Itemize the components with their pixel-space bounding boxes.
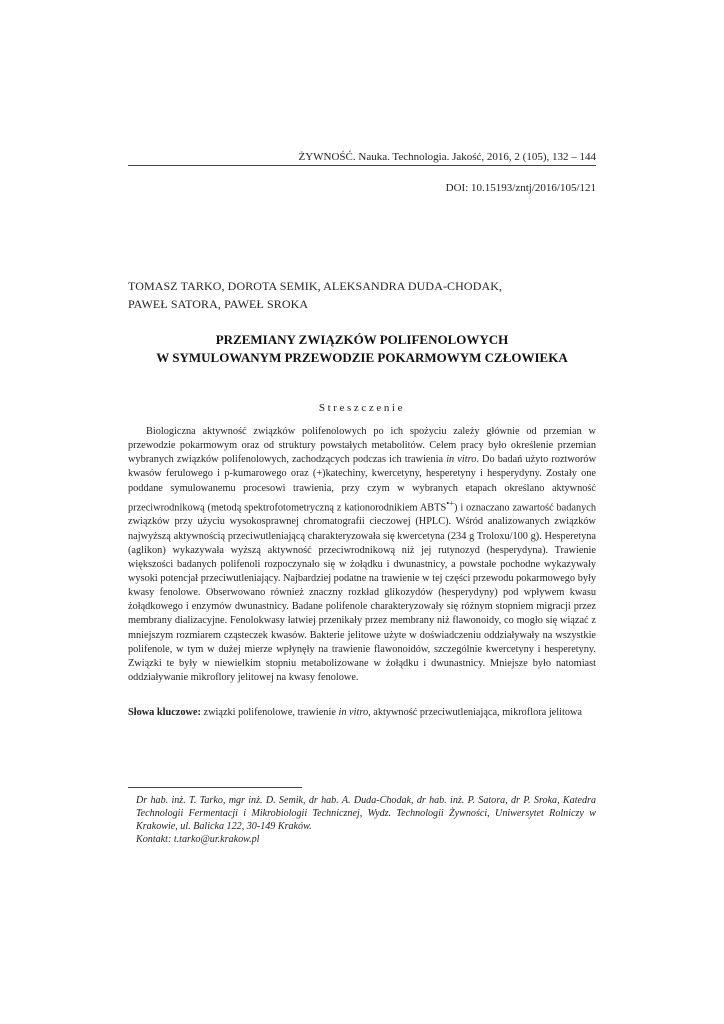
keywords-text: , aktywność przeciwutleniająca, mikroflora jelitowa [368, 707, 582, 718]
abstract-text: Biologiczna aktywność związków polifenolowych po ich spożyciu zależy głównie od przemian w przewodzie pokarmowym oraz od struktury powstałych metabolitów. Celem pracy było określenie przemian wybranych związków polifenolowych, zachodzących podczas ich trawienia [128, 426, 596, 466]
abstract-heading: Streszczenie [318, 402, 406, 414]
author-affiliation-footnote [136, 794, 596, 846]
keywords-label: Słowa kluczowe: [128, 707, 201, 718]
author-line: TOMASZ TARKO, DOROTA SEMIK, ALEKSANDRA DUDA-CHODAK, [128, 279, 503, 293]
header-rule [128, 165, 596, 166]
author-list [128, 277, 596, 313]
abstract-paragraph [128, 425, 596, 685]
abts-superscript: •+ [446, 497, 455, 508]
doi: DOI: 10.15193/zntj/2016/105/121 [445, 182, 596, 194]
contact-text: Kontakt: t.tarko@ur.krakow.pl [136, 834, 260, 845]
abstract-italic-term: in vitro [446, 454, 477, 466]
keywords [128, 706, 596, 720]
abstract-body [128, 425, 596, 685]
title-line: PRZEMIANY ZWIĄZKÓW POLIFENOLOWYCH [215, 332, 509, 347]
paper-title [128, 331, 596, 367]
keywords-italic-term: in vitro [338, 707, 369, 718]
author-line: PAWEŁ SATORA, PAWEŁ SROKA [128, 297, 309, 311]
affiliation-text: Dr hab. inż. T. Tarko, mgr inż. D. Semik, dr hab. A. Duda-Chodak, dr hab. inż. P. Satora, dr P. Sroka, Katedra Technologii Fermentacji i Mikrobiologii Technicznej, Wydz. Technologii Żywności, Uniwersytet Rolniczy w Krakowie, ul. Balicka 122, 30-149 Kraków. [136, 795, 596, 832]
footnote-rule [128, 787, 302, 788]
abstract-text: . Do badań użyto roztworów kwasów ferulowego i p-kumarowego oraz (+)katechiny, kwercetyny, hesperetyny i hesperydyny. Zostały one poddane symulowanemu procesowi trawienia, przy czym w wybranych etapach określano aktywność przeciwrodnikową (metodą spektrofotometryczną z kationorodnikiem ABTS [128, 454, 597, 514]
keywords-text: związki polifenolowe, trawienie [200, 707, 339, 718]
title-line: W SYMULOWANYM PRZEWODZIE POKARMOWYM CZŁOWIEKA [156, 350, 568, 365]
abstract-text: ) i oznaczano zawartość badanych związków przy użyciu wysokosprawnej chromatografii cieczowej (HPLC). Wśród analizowanych związków najwyższą aktywnością przeciwutleniającą charakteryzowała się kwercetyna (234 g Troloxu/100 g). Hesperetyna (aglikon) wykazywała wyższą aktywność przeciwrodnikową niż jej rutynozyd (hesperydyna). Trawienie większości badanych polifenoli rozpoczynało się w żołądku i dwunastnicy, a powstałe pochodne wykazywały wysoki potencjał przeciwutleniający. Najbardziej podatne na trawienie w tej części przewodu pokarmowego były kwasy fenolowe. Obserwowano również znaczny rozkład glikozydów (hesperydyny) pod wpływem kwasu żołądkowego i enzymów dwunastnicy. Badane polifenole charakteryzowały się różnym stopniem migracji przez membrany dializacyjne. Fenolokwasy łatwiej przenikały przez membrany niż flawonoidy, co mogło się wiązać z mniejszym rozmiarem cząsteczek kwasów. Bakterie jelitowe użyte w doświadczeniu oddziaływały na wszystkie polifenole, w tym w dużej mierze wpłynęły na trawienie flawonoidów, szczególnie kwercetyny i hesperetyny. Związki te były w niewielkim stopniu metabolizowane w żołądku i dwunastnicy. Mniejsze było natomiast oddziaływanie mikroflory jelitowej na kwasy fenolowe. [128, 502, 596, 684]
running-header: ŻYWNOŚĆ. Nauka. Technologia. Jakość, 2016, 2 (105), 132 – 144 [298, 151, 596, 163]
